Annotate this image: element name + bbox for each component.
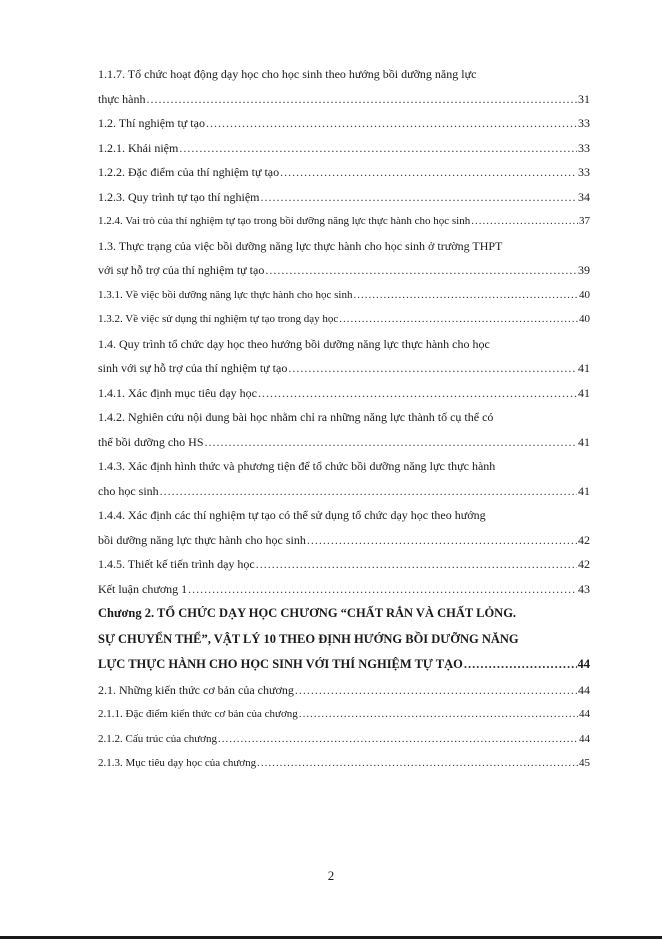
toc-page-number: 44 — [578, 682, 590, 697]
toc-entry-text: cho học sinh — [98, 483, 159, 498]
toc-entry-text: 1.2.1. Khái niệm — [98, 140, 179, 155]
toc-page-number: 44 — [579, 732, 590, 745]
toc-entry-text: 1.4.4. Xác định các thí nghiệm tự tạo có thể sử dụng tổ chức dạy học theo hướng — [98, 508, 486, 522]
toc-leader-dots — [179, 136, 577, 161]
toc-entry[interactable] — [98, 283, 590, 308]
toc-entry-text: thể bồi dưỡng cho HS — [98, 434, 204, 449]
toc-entry[interactable] — [98, 577, 590, 602]
toc-entry[interactable] — [98, 678, 590, 703]
toc-leader-dots — [256, 552, 577, 577]
toc-entry-text: 2.1. Những kiến thức cơ bản của chương — [98, 682, 294, 697]
toc-entry-text: 1.2.4. Vai trò của thí nghiệm tự tạo trong bồi dưỡng năng lực thực hành cho học sinh — [98, 215, 471, 227]
toc-leader-dots — [339, 307, 578, 332]
toc-leader-dots — [188, 577, 577, 602]
toc-leader-dots — [299, 702, 578, 727]
toc-page-number: 33 — [578, 140, 590, 155]
toc-entry[interactable] — [98, 136, 590, 161]
toc-entry[interactable] — [98, 601, 590, 678]
toc-entry-text: 2.1.3. Mục tiêu dạy học của chương — [98, 757, 257, 769]
toc-entry[interactable] — [98, 454, 590, 503]
toc-page-number: 40 — [579, 288, 590, 301]
toc-leader-dots — [265, 258, 577, 283]
toc-leader-dots — [160, 479, 577, 504]
toc-entry[interactable] — [98, 727, 590, 752]
toc-entry[interactable] — [98, 234, 590, 283]
toc-page-number: 33 — [578, 116, 590, 130]
toc-leader-dots — [206, 111, 577, 136]
toc-entry-text: 1.1.7. Tổ chức hoạt động dạy học cho học sinh theo hướng bồi dưỡng năng lực — [98, 67, 477, 81]
toc-entry-text: 1.2. Thí nghiệm tự tạo — [98, 116, 205, 130]
toc-entry-text: 1.4.2. Nghiên cứu nội dung bài học nhằm chỉ ra những năng lực thành tố cụ thể có — [98, 410, 494, 424]
toc-entry[interactable] — [98, 405, 590, 454]
toc-leader-dots — [261, 185, 578, 210]
toc-entry-text: SỰ CHUYỂN THỂ”, VẬT LÝ 10 THEO ĐỊNH HƯỚNG BỒI DƯỠNG NĂNG — [98, 631, 519, 646]
toc-page-number: 42 — [578, 532, 590, 547]
toc-page-number: 41 — [578, 483, 590, 498]
toc-leader-dots — [258, 381, 577, 406]
toc-entry[interactable] — [98, 111, 590, 136]
toc-entry[interactable] — [98, 185, 590, 210]
toc-leader-dots — [280, 160, 577, 185]
toc-entry-text: 2.1.2. Cấu trúc của chương — [98, 732, 217, 745]
toc-entry-text: sinh với sự hỗ trợ của thí nghiệm tự tạo — [98, 361, 288, 375]
toc-entry[interactable] — [98, 332, 590, 381]
toc-page-number: 34 — [578, 189, 590, 204]
toc-entry[interactable] — [98, 503, 590, 552]
toc-leader-dots — [205, 430, 577, 455]
toc-leader-dots — [471, 209, 578, 234]
toc-leader-dots — [464, 652, 577, 678]
toc-entry-text: 2.1.1. Đặc điểm kiến thức cơ bản của chương — [98, 708, 298, 720]
toc-page-number: 44 — [577, 657, 590, 671]
toc-entry[interactable] — [98, 160, 590, 185]
toc-entry-text: Kết luận chương 1 — [98, 581, 188, 596]
toc-page-number: 40 — [579, 313, 590, 325]
toc-entry-text: 1.3.1. Về việc bồi dưỡng năng lực thực hành cho học sinh — [98, 288, 353, 301]
toc-page-number: 44 — [579, 708, 590, 720]
toc-entry-text: 1.3. Thực trạng của việc bồi dưỡng năng lực thực hành cho học sinh ở trường THPT — [98, 238, 503, 253]
toc-entry-text: LỰC THỰC HÀNH CHO HỌC SINH VỚI THÍ NGHIỆM TỰ TẠO — [98, 657, 463, 671]
table-of-contents — [98, 62, 590, 776]
toc-page-number: 41 — [578, 361, 590, 375]
toc-entry-text: 1.4.5. Thiết kế tiến trình dạy học — [98, 557, 255, 571]
toc-entry-text: 1.3.2. Về việc sử dụng thí nghiệm tự tạo trong dạy học — [98, 313, 339, 325]
toc-page-number: 37 — [579, 215, 590, 227]
toc-page-number: 41 — [578, 385, 590, 400]
toc-entry[interactable] — [98, 307, 590, 332]
toc-entry-text: 1.4. Quy trình tổ chức dạy học theo hướng bồi dưỡng năng lực thực hành cho học — [98, 336, 490, 351]
toc-leader-dots — [295, 678, 577, 703]
toc-leader-dots — [257, 751, 578, 776]
toc-entry[interactable] — [98, 552, 590, 577]
toc-entry-text: Chương 2. TỔ CHỨC DẠY HỌC CHƯƠNG “CHẤT RẮN VÀ CHẤT LỎNG. — [98, 606, 517, 620]
toc-leader-dots — [147, 87, 578, 112]
toc-leader-dots — [218, 727, 578, 752]
toc-page-number: 33 — [578, 165, 590, 179]
toc-entry[interactable] — [98, 702, 590, 727]
toc-entry-text: với sự hỗ trợ của thí nghiệm tự tạo — [98, 263, 265, 277]
toc-entry-text: 1.4.1. Xác định mục tiêu dạy học — [98, 385, 257, 400]
toc-entry[interactable] — [98, 62, 590, 111]
toc-page-number: 43 — [578, 581, 590, 596]
toc-leader-dots — [288, 356, 577, 381]
toc-entry-text: bồi dưỡng năng lực thực hành cho học sinh — [98, 532, 306, 547]
toc-entry-text: 1.2.3. Quy trình tự tạo thí nghiệm — [98, 189, 260, 204]
toc-entry[interactable] — [98, 381, 590, 406]
toc-entry-text: thực hành — [98, 91, 146, 106]
toc-page-number: 45 — [579, 757, 590, 769]
toc-page-number: 39 — [578, 263, 590, 277]
toc-entry[interactable] — [98, 751, 590, 776]
page-number: 2 — [327, 868, 335, 883]
toc-leader-dots — [353, 283, 578, 308]
toc-page-number: 31 — [578, 91, 590, 106]
toc-entry[interactable] — [98, 209, 590, 234]
toc-page-number: 42 — [578, 557, 590, 571]
toc-entry-text: 1.4.3. Xác định hình thức và phương tiện để tổ chức bồi dưỡng năng lực thực hành — [98, 459, 496, 473]
toc-entry-text: 1.2.2. Đặc điểm của thí nghiệm tự tạo — [98, 165, 280, 179]
toc-page-number: 41 — [578, 434, 590, 449]
toc-leader-dots — [307, 528, 577, 553]
